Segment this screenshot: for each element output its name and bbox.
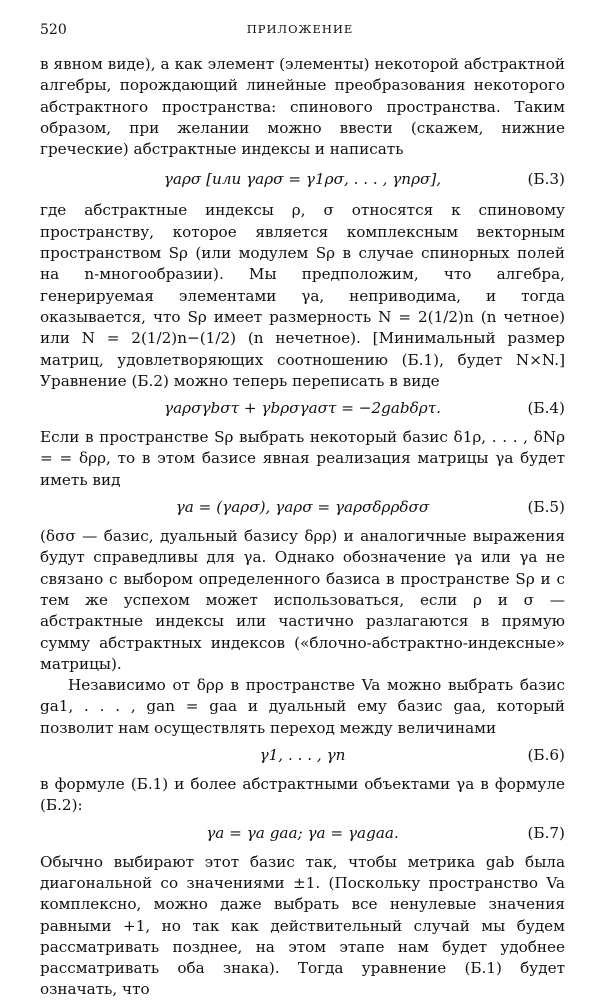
paragraph-2: где абстрактные индексы ρ, σ относятся к спиновому пространству, которое является комплексным векторным пространством Sρ (или модулем Sρ в случае спинорных полей на n-многообразии). Мы предположим, что алгебра, генерируемая элементами γa, неприводима, и тогда оказывается, что Sρ имеет размерность N = 2(1/2)n (n четное) или N = 2(1/2)n−(1/2) (n нечетное). [Минимальный размер матриц, удовлетворяющих соотношению (Б.1), будет N×N.] Уравнение (Б.2) можно теперь переписать в виде	[40, 201, 565, 390]
equation-b7-number: (Б.7)	[527, 823, 565, 842]
paragraph-6: в формуле (Б.1) и более абстрактными объектами γa в формуле (Б.2):	[40, 775, 565, 815]
running-title: ПРИЛОЖЕНИЕ	[246, 22, 354, 36]
equation-b5-number: (Б.5)	[527, 498, 565, 517]
equation-b3	[40, 160, 565, 200]
equation-b3-formula: γaρσ [или γaρσ = γ1ρσ, . . . , γnρσ],	[163, 170, 442, 189]
page-header	[40, 22, 560, 42]
equation-b5-formula: γa = (γaρσ), γaρσ = γaρσδρρδσσ	[175, 498, 430, 517]
equation-b5	[40, 491, 565, 526]
page-body	[40, 54, 565, 1001]
equation-b3-number: (Б.3)	[527, 170, 565, 189]
paragraph-4: (δσσ — базис, дуальный базису δρρ) и аналогичные выражения будут справедливы для γa. Однако обозначение γa или γa не связано с выбором определенного базиса в пространстве Sρ и с тем же успехом может использоваться, если ρ и σ — абстрактные индексы или частично разлагаются в прямую сумму абстрактных индексов («блочно-абстрактно-индексные» матрицы).	[40, 527, 565, 673]
equation-b4	[40, 392, 565, 427]
equation-b6	[40, 739, 565, 774]
equation-b7-formula: γa = γa gaa; γa = γagaa.	[206, 823, 399, 842]
paragraph-7: Обычно выбирают этот базис так, чтобы метрика gab была диагональной со значениями ±1. (Поскольку пространство Va комплексно, можно даже выбрать все ненулевые значения равными +1, но так как действительный случай мы будем рассматривать позднее, на этом этапе нам будет удобнее рассматривать оба знака). Тогда уравнение (Б.1) будет означать, что	[40, 852, 565, 999]
paragraph-3: Если в пространстве Sρ выбрать некоторый базис δ1ρ, . . . , δNρ = = δρρ, то в этом базисе явная реализация матрицы γa будет иметь вид	[40, 428, 565, 489]
equation-b6-formula: γ1, . . . , γn	[259, 746, 346, 765]
paragraph-5: Независимо от δρρ в пространстве Va можно выбрать базис ga1, . . . , gan = gaa и дуальный ему базис gaa, который позволит нам осуществлять переход между величинами	[40, 676, 565, 737]
equation-b4-number: (Б.4)	[527, 399, 565, 418]
equation-b6-number: (Б.6)	[527, 746, 565, 765]
equation-b7	[40, 817, 565, 852]
page-number: 520	[40, 22, 67, 38]
equation-b4-formula: γaρσγbστ + γbρσγaστ = −2gabδρτ.	[164, 399, 441, 418]
paragraph-1: в явном виде), а как элемент (элементы) некоторой абстрактной алгебры, порождающий линейные преобразования некоторого абстрактного пространства: спинового пространства. Таким образом, при желании можно ввести (скажем, нижние греческие) абстрактные индексы и написать	[40, 55, 565, 159]
